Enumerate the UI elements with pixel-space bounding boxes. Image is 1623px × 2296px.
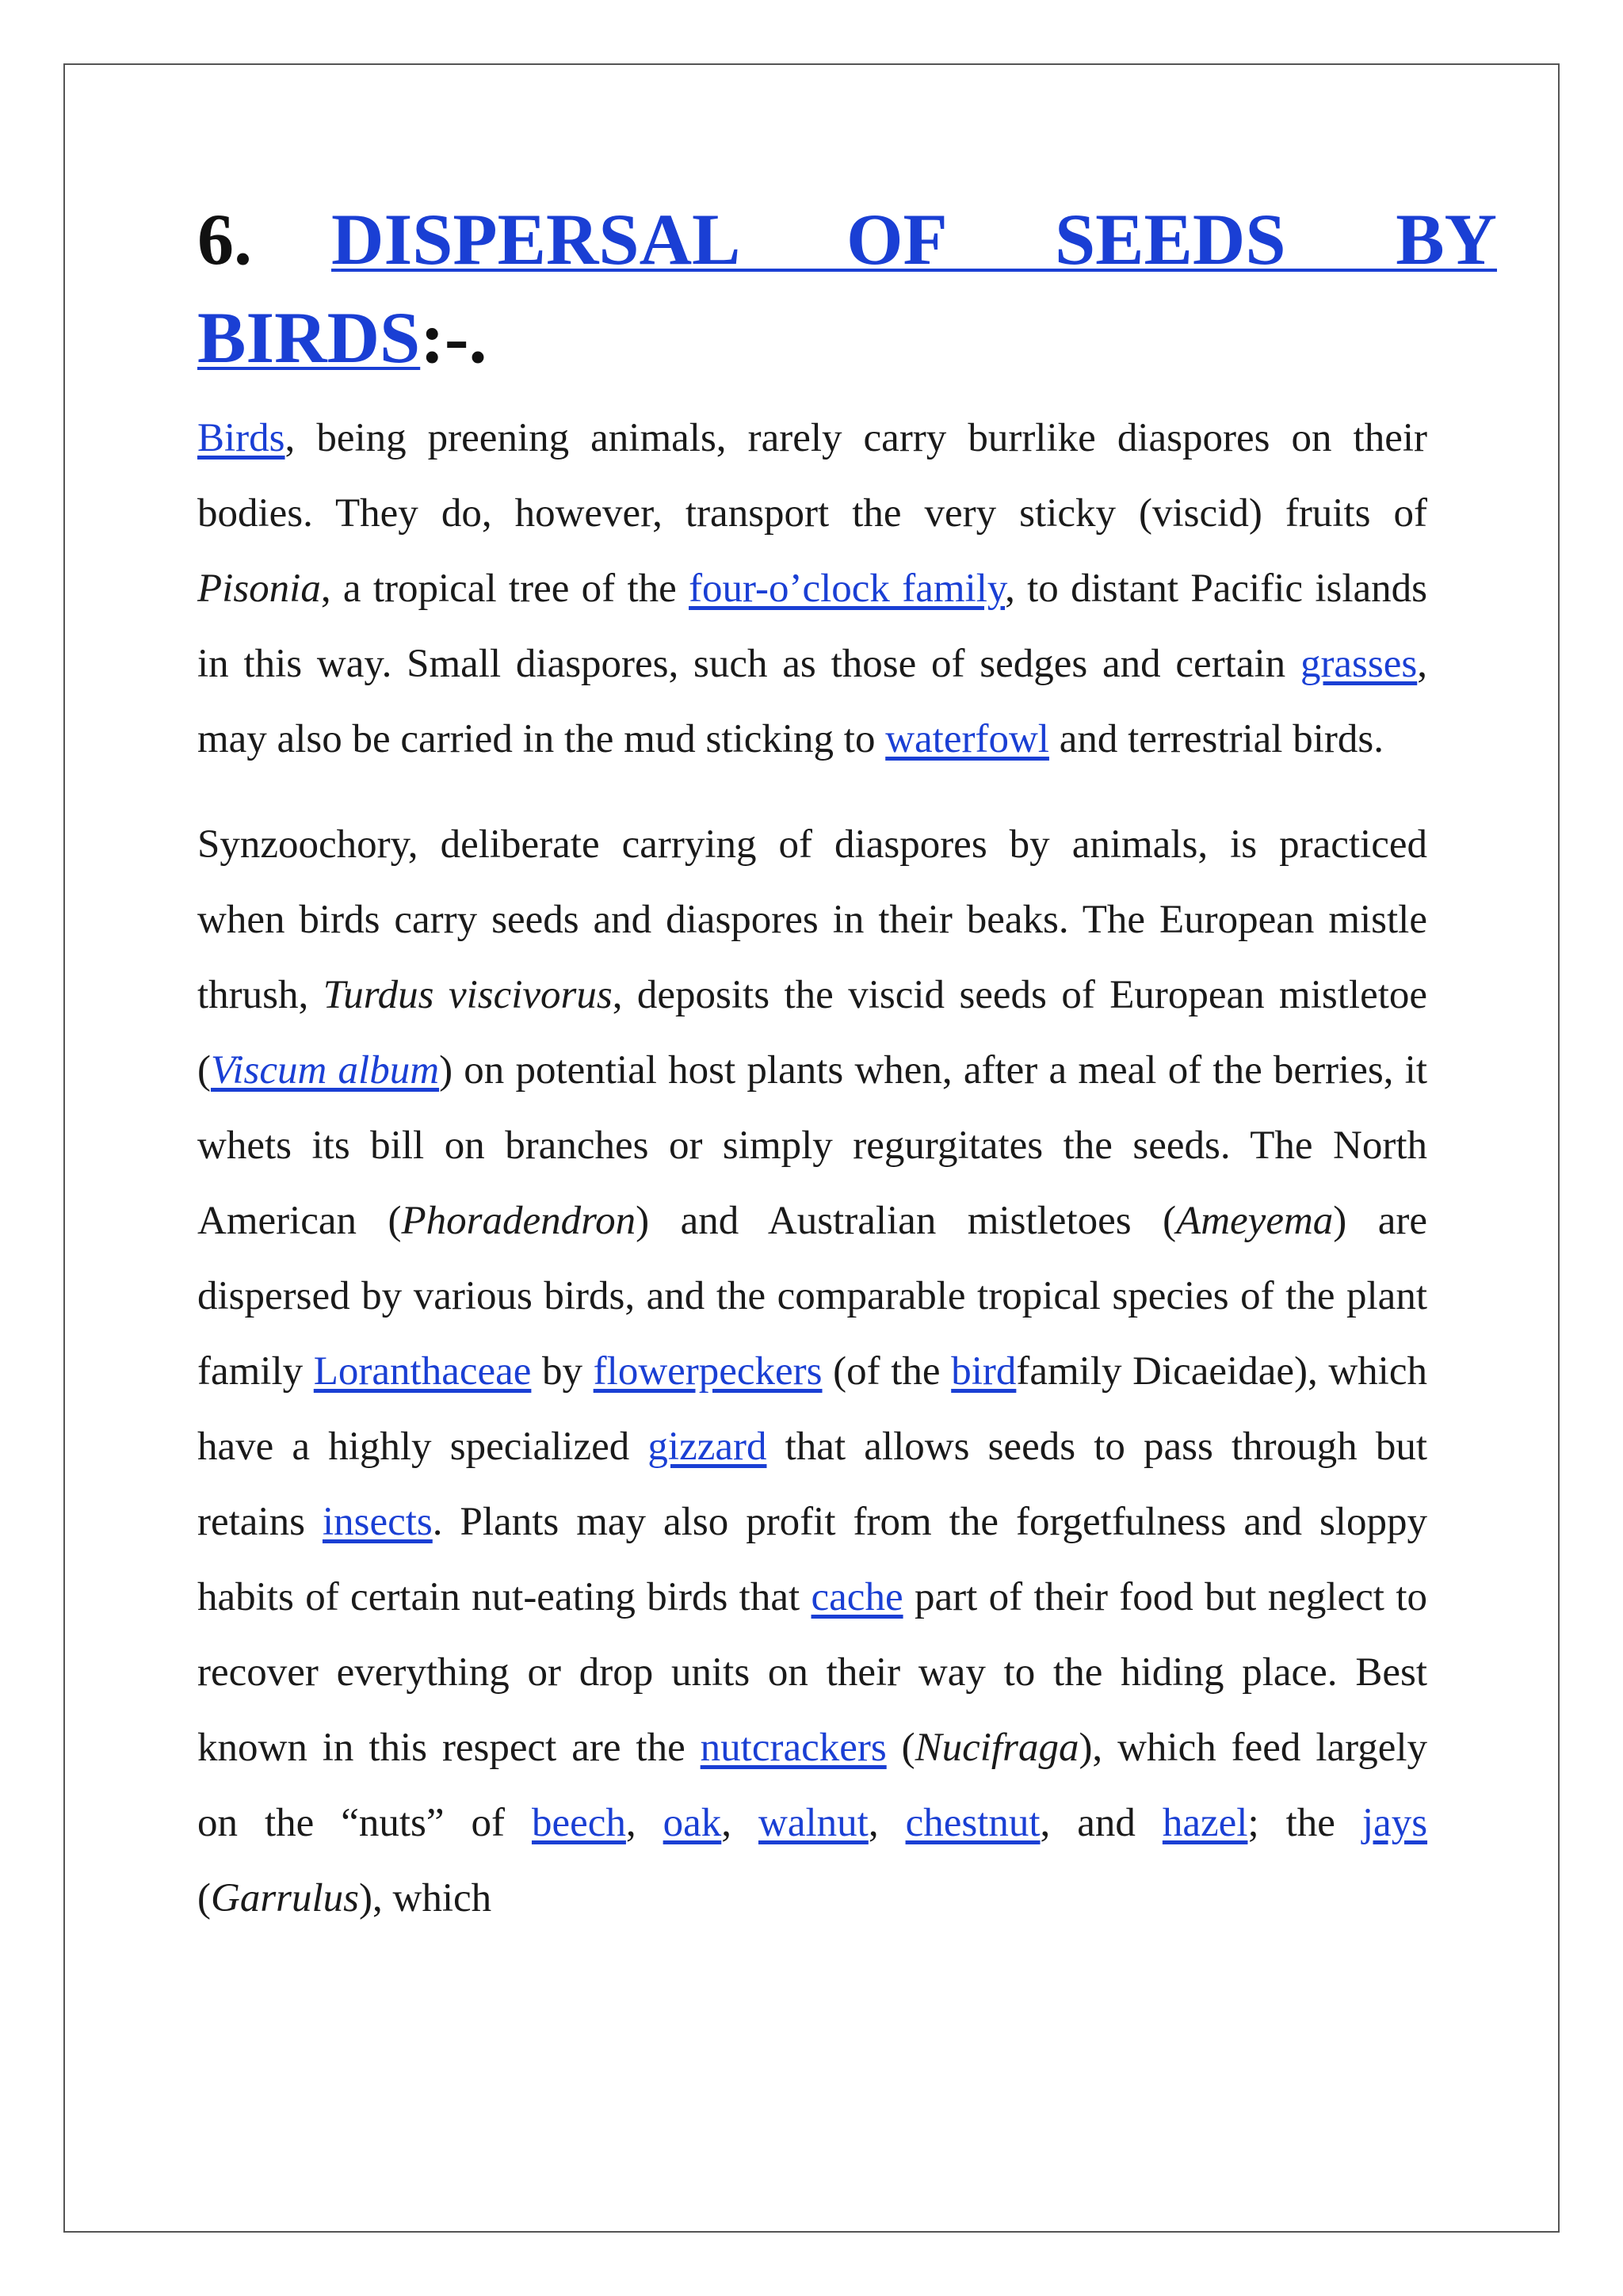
text-run: by: [531, 1349, 594, 1394]
link-loranthaceae[interactable]: Loranthaceae: [313, 1349, 532, 1394]
text-run: (: [197, 1876, 211, 1920]
link-grasses[interactable]: grasses: [1300, 642, 1418, 686]
text-run: , may also be carried in the mud sticking to: [197, 642, 1427, 761]
italic-ameyema: Ameyema: [1176, 1199, 1334, 1243]
link-waterfowl[interactable]: waterfowl: [885, 717, 1049, 761]
text-run: ) on potential host plants when, after a meal of the berries, it whets its bill on branches or simply regurgitates the seeds. The North American (: [197, 1048, 1427, 1243]
document-body: [197, 190, 1497, 1936]
text-run: Synzoochory, deliberate carrying of diaspores by animals, is practiced when birds carry seeds and diaspores in their beaks. The European mistle thrush,: [197, 822, 1427, 1017]
link-birds[interactable]: Birds: [197, 416, 285, 460]
text-run: ) are dispersed by various birds, and the comparable tropical species of the plant family: [197, 1199, 1428, 1394]
text-run: ), which feed largely on the “nuts” of: [197, 1726, 1428, 1845]
link-walnut[interactable]: walnut: [758, 1801, 869, 1845]
link-bird[interactable]: bird: [951, 1349, 1017, 1394]
section-heading: [197, 190, 1497, 387]
link-chestnut[interactable]: chestnut: [905, 1801, 1041, 1845]
text-run: . Plants may also profit from the forgetfulness and sloppy habits of certain nut-eating birds that: [197, 1500, 1427, 1619]
link-cache[interactable]: cache: [811, 1575, 903, 1619]
heading-suffix: :-.: [420, 297, 487, 378]
text-run: , to distant Pacific islands in this way. Small diaspores, such as those of sedges and certain: [197, 566, 1427, 686]
text-run: that allows seeds to pass through but retains: [197, 1425, 1427, 1544]
italic-viscum-album: Viscum album: [210, 1048, 440, 1093]
italic-nucifraga: Nucifraga: [915, 1726, 1079, 1770]
text-run: (: [886, 1726, 915, 1770]
heading-link-dispersal-of-seeds-by-birds[interactable]: DISPERSAL OF SEEDS BY BIRDS: [197, 199, 1497, 378]
text-run: and terrestrial birds.: [1048, 717, 1384, 761]
text-run: family Dicaeidae), which have a highly specialized: [197, 1349, 1427, 1469]
paragraph-2: [197, 807, 1427, 1936]
italic-phoradendron: Phoradendron: [401, 1199, 636, 1243]
text-run: (of the: [822, 1349, 952, 1394]
text-run: ; the: [1247, 1801, 1362, 1845]
text-run: , and: [1040, 1801, 1163, 1845]
section-number: 6.: [197, 199, 252, 280]
italic-pisonia: Pisonia: [197, 566, 321, 611]
text-run: ,: [868, 1801, 906, 1845]
text-run: , deposits the viscid seeds of European mistletoe (: [197, 973, 1428, 1093]
link-flowerpeckers[interactable]: flowerpeckers: [593, 1349, 823, 1394]
link-oak[interactable]: oak: [663, 1801, 722, 1845]
link-gizzard[interactable]: gizzard: [647, 1425, 767, 1469]
text-run: ,: [721, 1801, 759, 1845]
link-hazel[interactable]: hazel: [1162, 1801, 1248, 1845]
text-run: ), which: [359, 1876, 492, 1920]
link-beech[interactable]: beech: [531, 1801, 626, 1845]
link-insects[interactable]: insects: [322, 1500, 433, 1544]
link-viscum-album[interactable]: [211, 1048, 439, 1093]
text-run: , a tropical tree of the: [320, 566, 689, 611]
italic-turdus-viscivorus: Turdus viscivorus: [323, 973, 613, 1017]
italic-garrulus: Garrulus: [210, 1876, 360, 1920]
text-run: ,: [625, 1801, 663, 1845]
link-jays[interactable]: jays: [1361, 1801, 1428, 1845]
text-run: , being preening animals, rarely carry burrlike diaspores on their bodies. They do, however, transport the very sticky (viscid) fruits of: [197, 416, 1427, 536]
text-run: ) and Australian mistletoes (: [636, 1199, 1177, 1243]
paragraph-1: [197, 401, 1427, 777]
link-four-oclock-family[interactable]: four-o’clock family: [689, 566, 1006, 611]
text-run: part of their food but neglect to recover everything or drop units on their way to the hiding place. Best known in this respect are the: [197, 1575, 1427, 1770]
link-nutcrackers[interactable]: nutcrackers: [700, 1726, 887, 1770]
